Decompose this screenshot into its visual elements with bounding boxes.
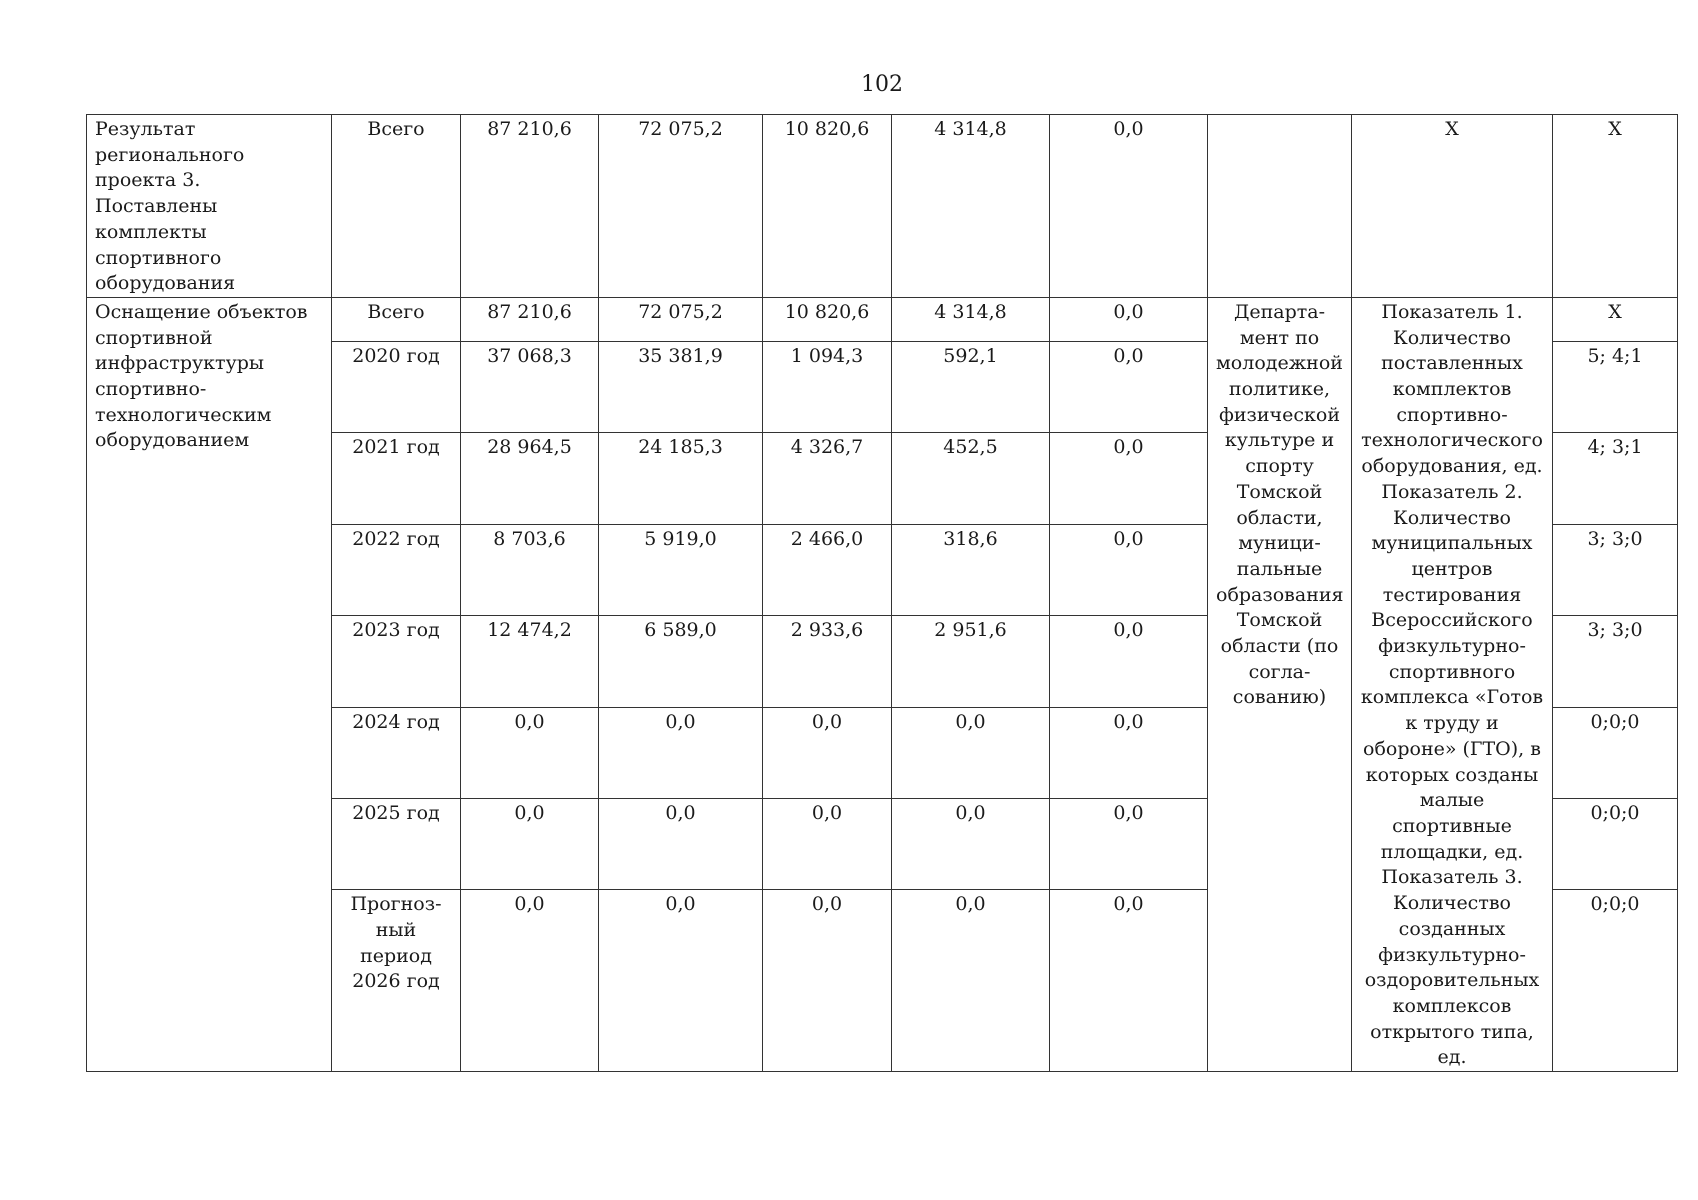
period-cell: 2020 год (332, 342, 461, 433)
indicator-cell: Показатель 1. Количество поставленных комплектов спортивно-технологического оборудования, ед. Показатель 2. Количество муниципальных центров тестирования Всероссийского физкультурно-спортивного комплекса «Готов к труду и обороне» (ГТО), в которых созданы малые спортивные площадки, ед. Показатель 3. Количество созданных физкультурно-оздоровительных комплексов открытого типа, ед. (1352, 297, 1553, 1071)
federal-cell: 72 075,2 (599, 297, 763, 341)
local-cell: 4 314,8 (892, 115, 1050, 298)
indicator-value-cell: 0;0;0 (1553, 890, 1678, 1072)
total-cell: 0,0 (461, 890, 599, 1072)
extra-cell: 0,0 (1050, 342, 1208, 433)
total-cell: 0,0 (461, 798, 599, 889)
result-row (87, 115, 1678, 298)
total-cell: 8 703,6 (461, 524, 599, 615)
federal-cell: 72 075,2 (599, 115, 763, 298)
local-cell: 0,0 (892, 707, 1050, 798)
regional-cell: 0,0 (763, 890, 892, 1072)
executor-cell: Департа-мент по молодежной политике, физической культуре и спорту Томской области, муници-пальные образования Томской области (по согла-сованию) (1208, 297, 1352, 1071)
period-cell: Прогноз-ный период 2026 год (332, 890, 461, 1072)
page-number: 102 (861, 72, 903, 97)
executor-cell (1208, 115, 1352, 298)
period-cell: 2023 год (332, 616, 461, 707)
period-cell: 2024 год (332, 707, 461, 798)
total-cell: 0,0 (461, 707, 599, 798)
result-name-cell: Результат регионального проекта 3. Поставлены комплекты спортивного оборудования (87, 115, 332, 298)
extra-cell: 0,0 (1050, 616, 1208, 707)
extra-cell: 0,0 (1050, 707, 1208, 798)
federal-cell: 5 919,0 (599, 524, 763, 615)
local-cell: 0,0 (892, 798, 1050, 889)
indicator-value-cell: 0;0;0 (1553, 798, 1678, 889)
total-cell: 87 210,6 (461, 115, 599, 298)
local-cell: 4 314,8 (892, 297, 1050, 341)
indicator-cell: X (1352, 115, 1553, 298)
period-cell: 2021 год (332, 433, 461, 524)
extra-cell: 0,0 (1050, 798, 1208, 889)
extra-cell: 0,0 (1050, 297, 1208, 341)
federal-cell: 6 589,0 (599, 616, 763, 707)
federal-cell: 24 185,3 (599, 433, 763, 524)
federal-cell: 0,0 (599, 890, 763, 1072)
extra-cell: 0,0 (1050, 890, 1208, 1072)
activity-name-cell: Оснащение объектов спортивной инфраструктуры спортивно-технологическим оборудованием (87, 297, 332, 1071)
indicator-value-cell: X (1553, 297, 1678, 341)
indicator-value-cell: X (1553, 115, 1678, 298)
regional-cell: 10 820,6 (763, 115, 892, 298)
regional-cell: 2 933,6 (763, 616, 892, 707)
total-cell: 87 210,6 (461, 297, 599, 341)
federal-cell: 0,0 (599, 798, 763, 889)
regional-cell: 0,0 (763, 798, 892, 889)
activity-row-total (87, 297, 1678, 341)
budget-table (86, 114, 1678, 1072)
indicator-value-cell: 0;0;0 (1553, 707, 1678, 798)
total-cell: 37 068,3 (461, 342, 599, 433)
regional-cell: 2 466,0 (763, 524, 892, 615)
total-cell: 28 964,5 (461, 433, 599, 524)
local-cell: 452,5 (892, 433, 1050, 524)
regional-cell: 10 820,6 (763, 297, 892, 341)
extra-cell: 0,0 (1050, 433, 1208, 524)
period-cell: Всего (332, 297, 461, 341)
local-cell: 592,1 (892, 342, 1050, 433)
local-cell: 318,6 (892, 524, 1050, 615)
period-cell: 2022 год (332, 524, 461, 615)
local-cell: 0,0 (892, 890, 1050, 1072)
period-cell: Всего (332, 115, 461, 298)
indicator-value-cell: 3; 3;0 (1553, 616, 1678, 707)
total-cell: 12 474,2 (461, 616, 599, 707)
extra-cell: 0,0 (1050, 115, 1208, 298)
period-cell: 2025 год (332, 798, 461, 889)
indicator-value-cell: 3; 3;0 (1553, 524, 1678, 615)
federal-cell: 35 381,9 (599, 342, 763, 433)
regional-cell: 0,0 (763, 707, 892, 798)
federal-cell: 0,0 (599, 707, 763, 798)
regional-cell: 1 094,3 (763, 342, 892, 433)
extra-cell: 0,0 (1050, 524, 1208, 615)
local-cell: 2 951,6 (892, 616, 1050, 707)
indicator-value-cell: 5; 4;1 (1553, 342, 1678, 433)
indicator-value-cell: 4; 3;1 (1553, 433, 1678, 524)
regional-cell: 4 326,7 (763, 433, 892, 524)
